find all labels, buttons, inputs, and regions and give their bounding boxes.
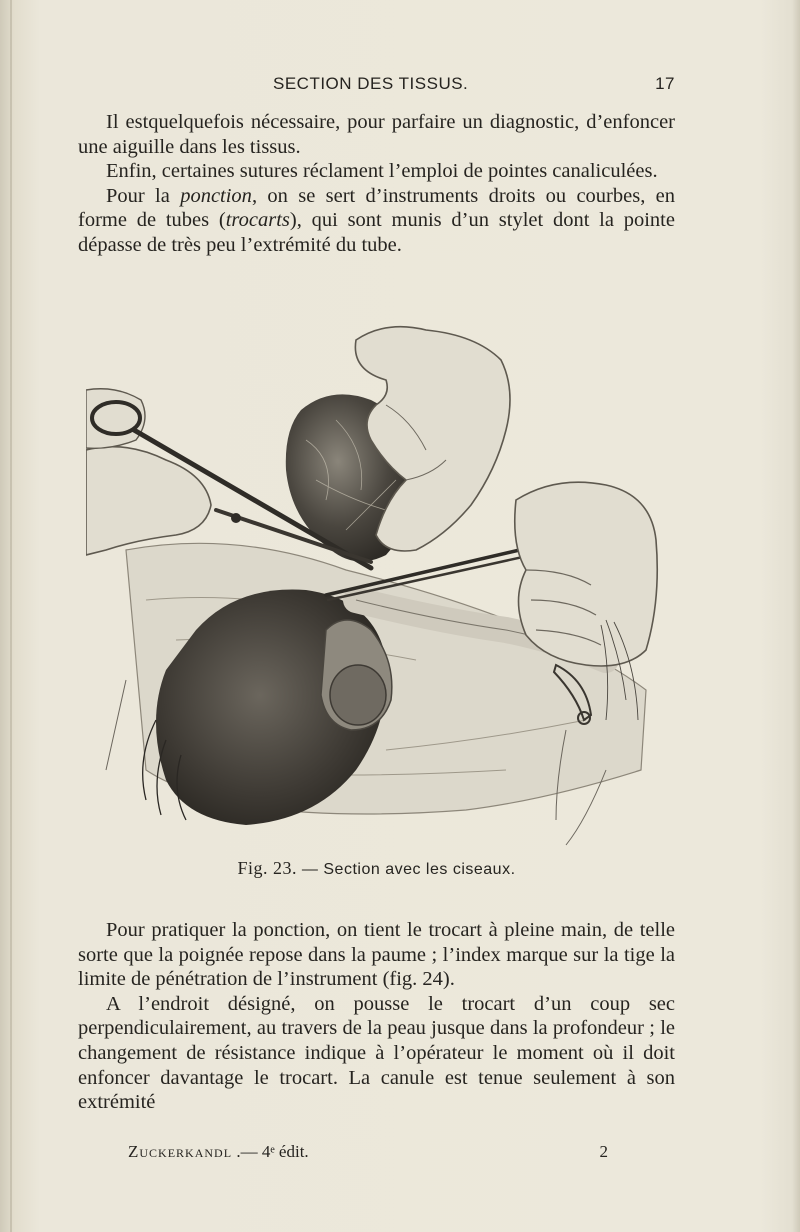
- body-text-top: [78, 110, 675, 258]
- running-head: [78, 74, 675, 100]
- paragraph: [78, 184, 675, 258]
- footer-edition: .— 4ᵉ édit.: [232, 1142, 309, 1161]
- figure-label: Fig. 23.: [237, 858, 297, 878]
- illustration-drawing: [86, 300, 666, 850]
- italic-term: ponction: [180, 184, 252, 207]
- paragraph: Enfin, certaines sutures réclament l’emploi de pointes canaliculées.: [106, 160, 658, 183]
- figure-caption: [78, 858, 675, 879]
- page-number: 17: [655, 74, 675, 93]
- signature-mark: 2: [599, 1142, 608, 1161]
- paragraph: Il estquelquefois nécessaire, pour parfaire un diagnostic, d’enfoncer une aiguille dans les tissus.: [78, 111, 675, 158]
- paragraph: A l’endroit désigné, on pousse le trocart d’un coup sec perpendiculairement, au travers de la peau jusque dans la profondeur ; le changement de résistance indique à l’opérateur le moment où il doit enfoncer davantage le trocart. La canule est tenue seulement à son extrémité: [78, 992, 675, 1114]
- text-run: ), qui sont munis d’un stylet dont la pointe dépasse de très peu l’extrémité du tube.: [78, 209, 675, 256]
- italic-term: trocarts: [225, 209, 290, 232]
- surgical-illustration: [86, 300, 666, 850]
- text-run: , on se sert d’instruments droits ou courbes, en forme de tubes (: [78, 184, 675, 232]
- running-head-title: SECTION DES TISSUS.: [273, 74, 469, 93]
- paragraph: Pour pratiquer la ponction, on tient le trocart à pleine main, de telle sorte que la poignée repose dans la paume ; l’index marque sur la tige la limite de pénétration de l’instrument (fig. 24).: [78, 919, 675, 991]
- caption-text: — Section avec les ciseaux.: [296, 861, 516, 878]
- body-text-bottom: [78, 918, 675, 1115]
- page-gutter: [10, 0, 12, 1232]
- footer-author: Zuckerkandl: [128, 1142, 233, 1161]
- text-run: Pour la: [106, 184, 181, 207]
- page-footer: [128, 1142, 608, 1166]
